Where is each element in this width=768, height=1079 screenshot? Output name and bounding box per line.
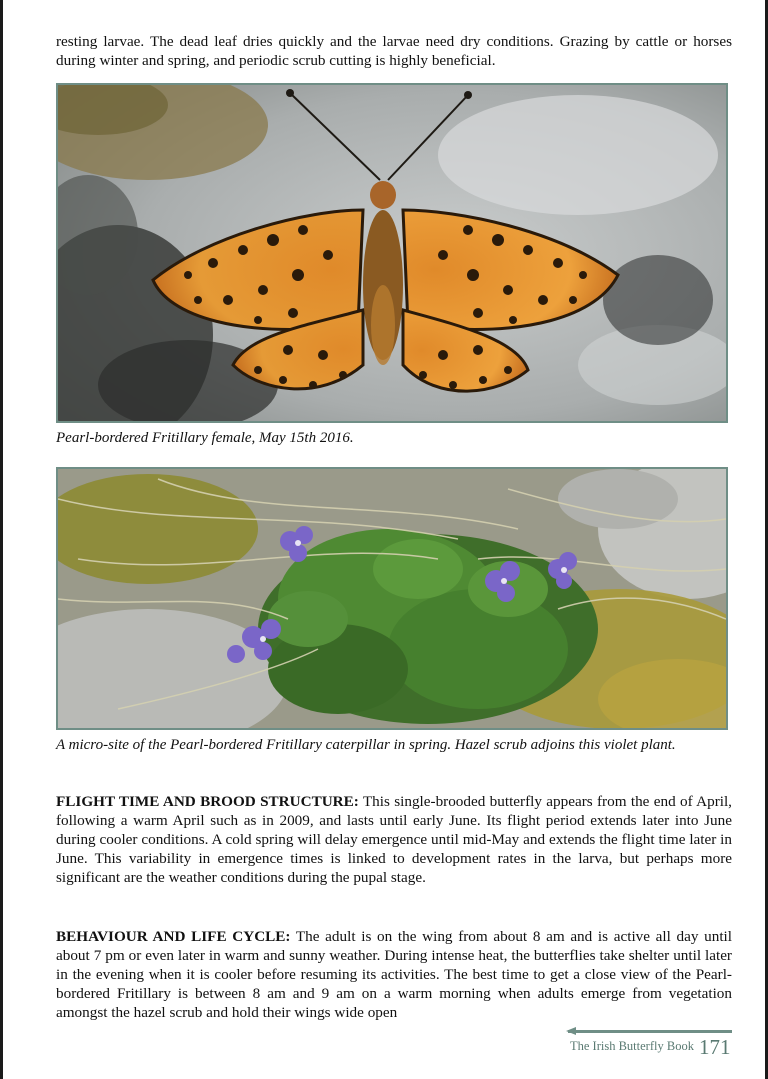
butterfly-photo: [56, 83, 728, 423]
behaviour-paragraph: [56, 927, 732, 1022]
butterfly-photo-illustration: [58, 85, 726, 421]
intro-paragraph: resting larvae. The dead leaf dries quickly and the larvae need dry conditions. Grazing by cattle or horses during winter and spring, and periodic scrub cutting is highly beneficial.: [56, 33, 732, 69]
flight-time-paragraph: [56, 792, 732, 887]
page-edge-left: [0, 0, 3, 1079]
violet-microsite-illustration: [58, 469, 726, 728]
flight-time-body: This single-brooded butterfly appears from the end of April, following a warm April such as in 2009, and lasts until early June. Its flight period extends later into June during cooler conditions. A cold spring will delay emergence until mid-May and extends the flight time later in June. This variability in emergence times is linked to development rates in the larva, but perhaps more significant are the weather conditions during the pupal stage.: [56, 793, 732, 886]
behaviour-body: The adult is on the wing from about 8 am and is active all day until about 7 pm or even later in warm and sunny weather. During intense heat, the butterflies take shelter until later in the evening when it is cooler before resuming its activities. The best time to get a close view of the Pearl-bordered Fritillary is between 8 am and 9 am on a warm morning when adults emerge from vegetation amongst the hazel scrub and hold their wings wide open: [56, 928, 732, 1021]
footer-book-title: The Irish Butterfly Book: [570, 1039, 694, 1053]
footer-rule: [568, 1030, 732, 1033]
violet-microsite-caption: A micro-site of the Pearl-bordered Fritillary caterpillar in spring. Hazel scrub adjoins this violet plant.: [56, 737, 676, 753]
page-number: 171: [699, 1035, 731, 1059]
behaviour-heading: BEHAVIOUR AND LIFE CYCLE:: [56, 928, 291, 945]
violet-microsite-photo: [56, 467, 728, 730]
butterfly-photo-caption: Pearl-bordered Fritillary female, May 15th 2016.: [56, 430, 354, 446]
flight-time-heading: FLIGHT TIME AND BROOD STRUCTURE:: [56, 793, 359, 810]
